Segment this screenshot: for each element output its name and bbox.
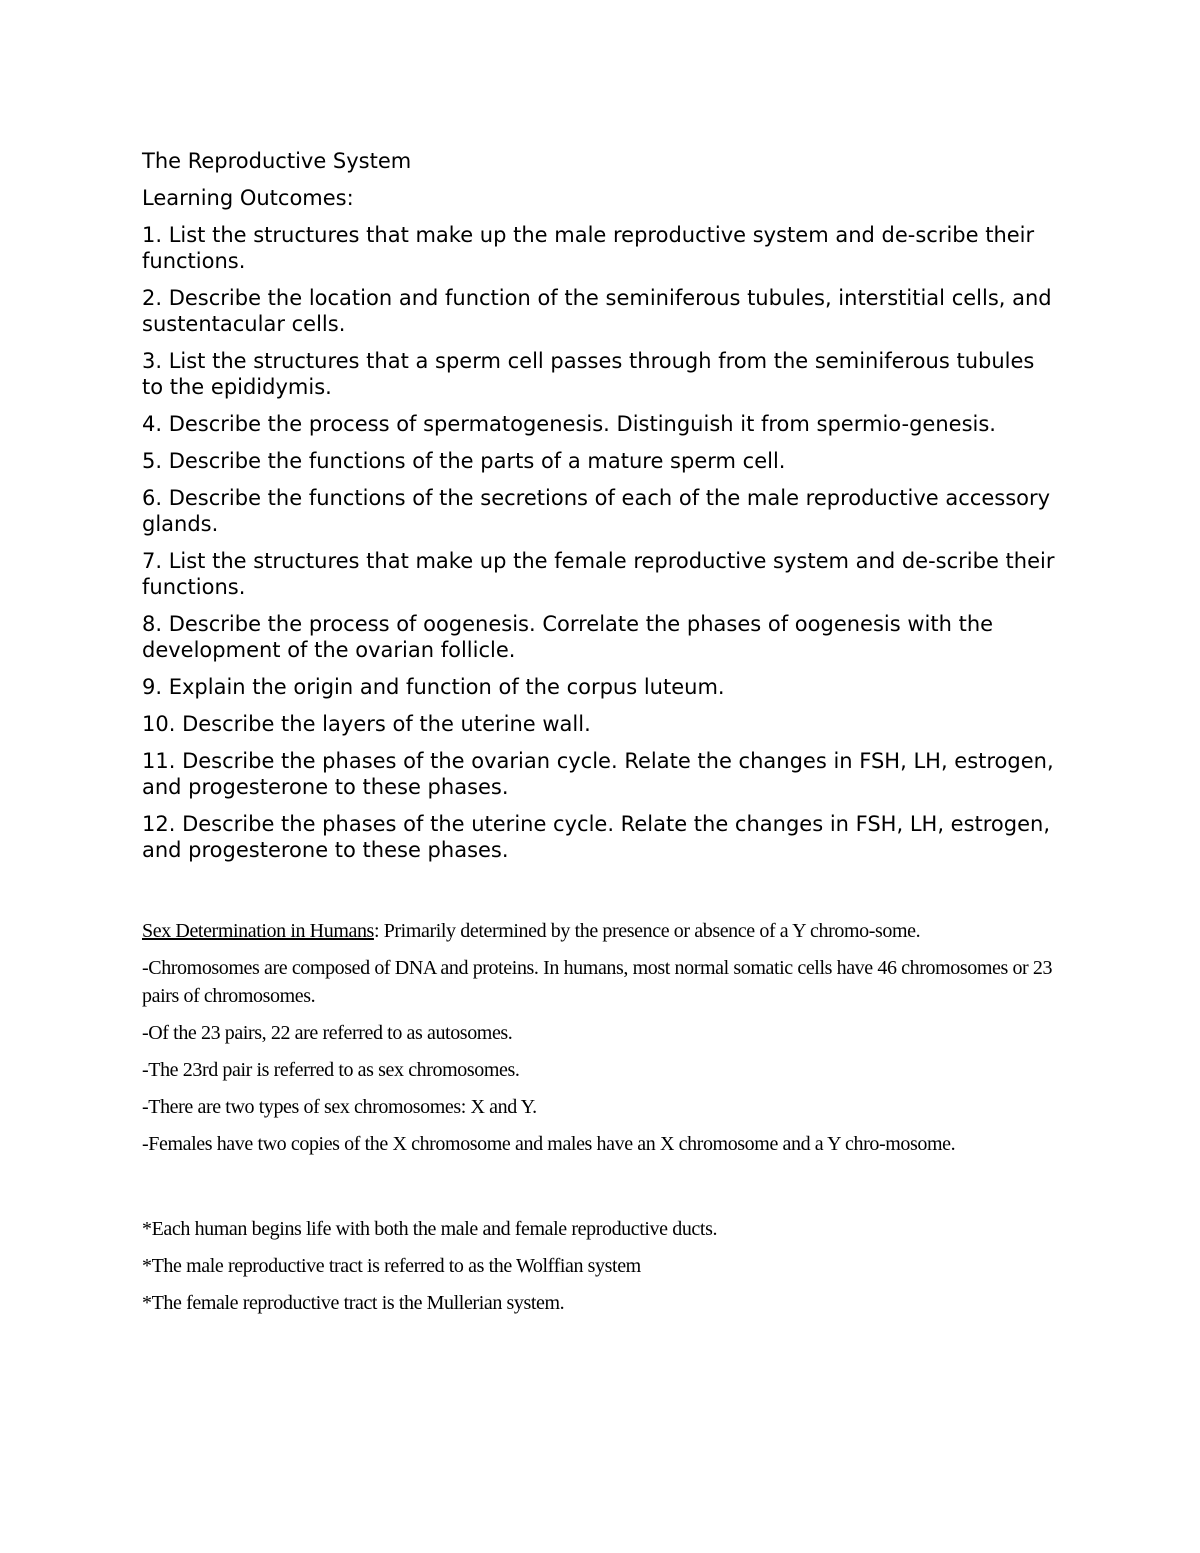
outcome-item: 3. List the structures that a sperm cell passes through from the seminiferous tubules to the epididymis. — [142, 349, 1035, 399]
outcomes-heading: Learning Outcomes: — [142, 186, 354, 210]
sex-determination-intro — [142, 917, 1057, 945]
outcome-item: 2. Describe the location and function of the seminiferous tubules, interstitial cells, and sustentacular cells. — [142, 286, 1052, 336]
section-spacer — [142, 874, 1057, 917]
sex-determination-point: -Of the 23 pairs, 22 are referred to as autosomes. — [142, 1022, 513, 1044]
outcome-item: 5. Describe the functions of the parts of a mature sperm cell. — [142, 449, 786, 473]
section-spacer — [142, 1167, 1057, 1215]
outcome-item: 10. Describe the layers of the uterine wall. — [142, 712, 591, 736]
outcome-item: 1. List the structures that make up the male reproductive system and de-scribe their functions. — [142, 223, 1035, 273]
sex-determination-section — [142, 917, 1057, 1158]
outcome-item: 8. Describe the process of oogenesis. Correlate the phases of oogenesis with the development of the ovarian follicle. — [142, 612, 994, 662]
outcome-item: 7. List the structures that make up the female reproductive system and de-scribe their functions. — [142, 549, 1055, 599]
document-title: The Reproductive System — [142, 149, 412, 173]
sex-determination-point: -The 23rd pair is referred to as sex chromosomes. — [142, 1059, 520, 1081]
outcome-item: 11. Describe the phases of the ovarian cycle. Relate the changes in FSH, LH, estrogen, and progesterone to these phases. — [142, 749, 1054, 799]
outcome-item: 9. Explain the origin and function of the corpus luteum. — [142, 675, 725, 699]
sex-determination-point: -There are two types of sex chromosomes: X and Y. — [142, 1096, 537, 1118]
document-page — [142, 148, 1057, 1326]
note-item: *Each human begins life with both the male and female reproductive ducts. — [142, 1218, 718, 1240]
note-item: *The male reproductive tract is referred to as the Wolffian system — [142, 1255, 641, 1277]
sex-determination-heading: Sex Determination in Humans — [142, 920, 374, 942]
outcome-item: 6. Describe the functions of the secretions of each of the male reproductive accessory glands. — [142, 486, 1051, 536]
note-item: *The female reproductive tract is the Mullerian system. — [142, 1292, 565, 1314]
notes-section — [142, 1215, 1057, 1317]
learning-outcomes-section — [142, 148, 1057, 863]
outcome-item: 12. Describe the phases of the uterine cycle. Relate the changes in FSH, LH, estrogen, and progesterone to these phases. — [142, 812, 1051, 862]
sex-determination-intro-text: : Primarily determined by the presence or absence of a Y chromo-some. — [373, 920, 921, 942]
outcome-item: 4. Describe the process of spermatogenesis. Distinguish it from spermio-genesis. — [142, 412, 996, 436]
sex-determination-point: -Chromosomes are composed of DNA and proteins. In humans, most normal somatic cells have 46 chromosomes or 23 pairs of chromosomes. — [142, 957, 1053, 1007]
outcomes-list — [142, 222, 1057, 863]
sex-determination-point: -Females have two copies of the X chromosome and males have an X chromosome and a Y chro-mosome. — [142, 1133, 956, 1155]
